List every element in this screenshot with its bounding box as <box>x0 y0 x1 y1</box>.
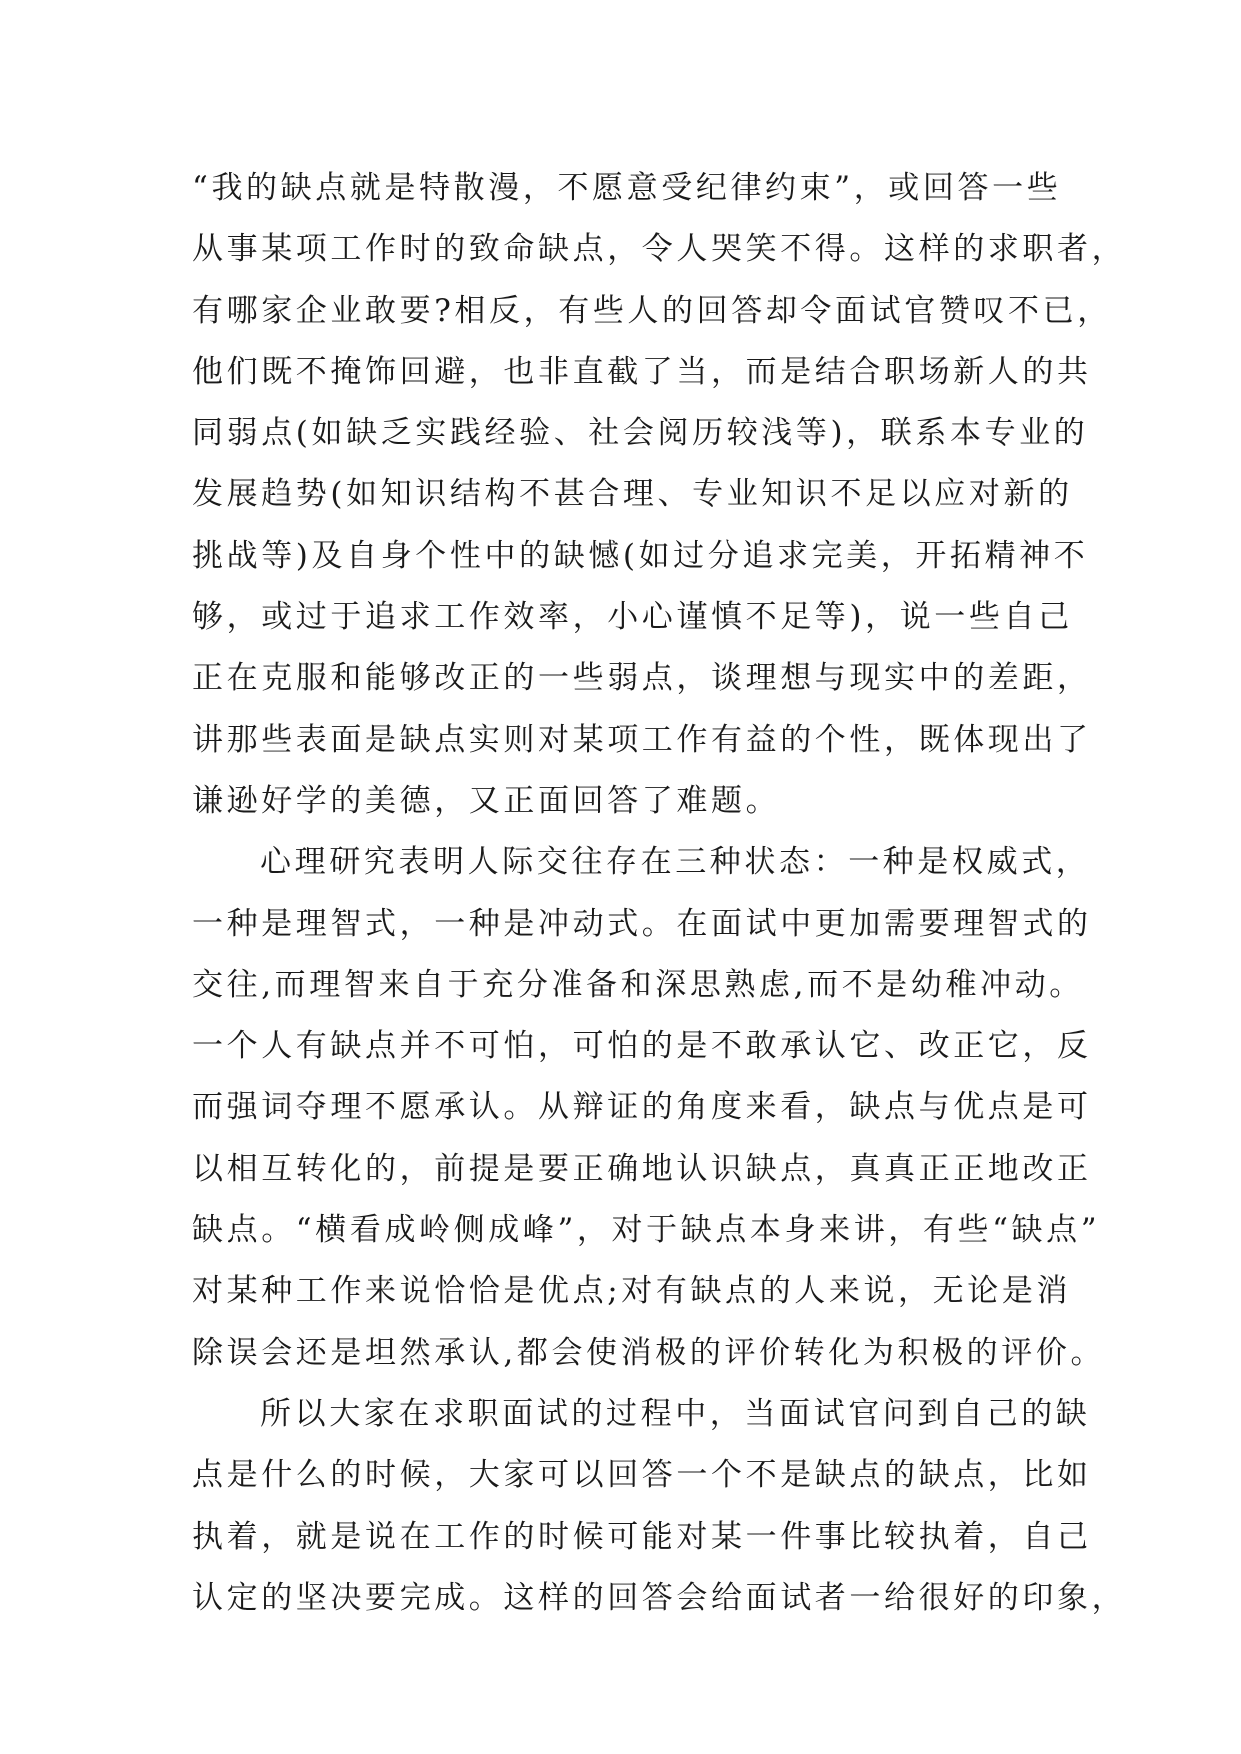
text-line: 一个人有缺点并不可怕，可怕的是不敢承认它、改正它，反 <box>192 1028 1092 1065</box>
text-line: 一种是理智式，一种是冲动式。在面试中更加需要理智式的 <box>192 905 1092 942</box>
text-line: 从事某项工作时的致命缺点，令人哭笑不得。这样的求职者， <box>192 231 1127 268</box>
text-line: 而强词夺理不愿承认。从辩证的角度来看，缺点与优点是可 <box>192 1089 1092 1126</box>
text-line: 以相互转化的，前提是要正确地认识缺点，真真正正地改正 <box>192 1150 1092 1187</box>
text-line: 讲那些表面是缺点实则对某项工作有益的个性，既体现出了 <box>192 721 1092 758</box>
text-line: 谦逊好学的美德，又正面回答了难题。 <box>192 782 781 819</box>
text-line: “我的缺点就是特散漫，不愿意受纪律约束”，或回答一些 <box>192 170 1062 206</box>
text-line: 挑战等)及自身个性中的缺憾(如过分追求完美，开拓精神不 <box>192 537 1089 574</box>
text-line: 执着，就是说在工作的时候可能对某一件事比较执着，自己 <box>192 1518 1092 1555</box>
text-line: 交往,而理智来自于充分准备和深思熟虑,而不是幼稚冲动。 <box>192 966 1084 1003</box>
text-line: 除误会还是坦然承认,都会使消极的评价转化为积极的评价。 <box>192 1334 1106 1371</box>
text-line: 发展趋势(如知识结构不甚合理、专业知识不足以应对新的 <box>192 476 1073 513</box>
text-line: 所以大家在求职面试的过程中，当面试官问到自己的缺 <box>260 1395 1091 1432</box>
paragraph-1 <box>192 158 1127 832</box>
text-line: 他们既不掩饰回避，也非直截了当，而是结合职场新人的共 <box>192 353 1092 390</box>
paragraph-2 <box>192 832 1106 1384</box>
text-line: 对某种工作来说恰恰是优点;对有缺点的人来说，无论是消 <box>192 1273 1072 1310</box>
text-line: 点是什么的时候，大家可以回答一个不是缺点的缺点，比如 <box>192 1457 1092 1494</box>
text-line: 认定的坚决要完成。这样的回答会给面试者一给很好的印象， <box>192 1579 1127 1616</box>
text-line: 缺点。“横看成岭侧成峰”，对于缺点本身来讲，有些“缺点” <box>192 1212 1101 1249</box>
text-line: 同弱点(如缺乏实践经验、社会阅历较浅等)，联系本专业的 <box>192 415 1089 452</box>
paragraph-3 <box>192 1384 1127 1629</box>
document-body <box>192 158 1127 1629</box>
text-line: 有哪家企业敢要?相反，有些人的回答却令面试官赞叹不已， <box>192 292 1112 329</box>
text-line: 正在克服和能够改正的一些弱点，谈理想与现实中的差距， <box>192 660 1092 697</box>
text-line: 心理研究表明人际交往存在三种状态：一种是权威式， <box>260 844 1091 881</box>
text-line: 够，或过于追求工作效率，小心谨慎不足等)，说一些自己 <box>192 599 1073 636</box>
